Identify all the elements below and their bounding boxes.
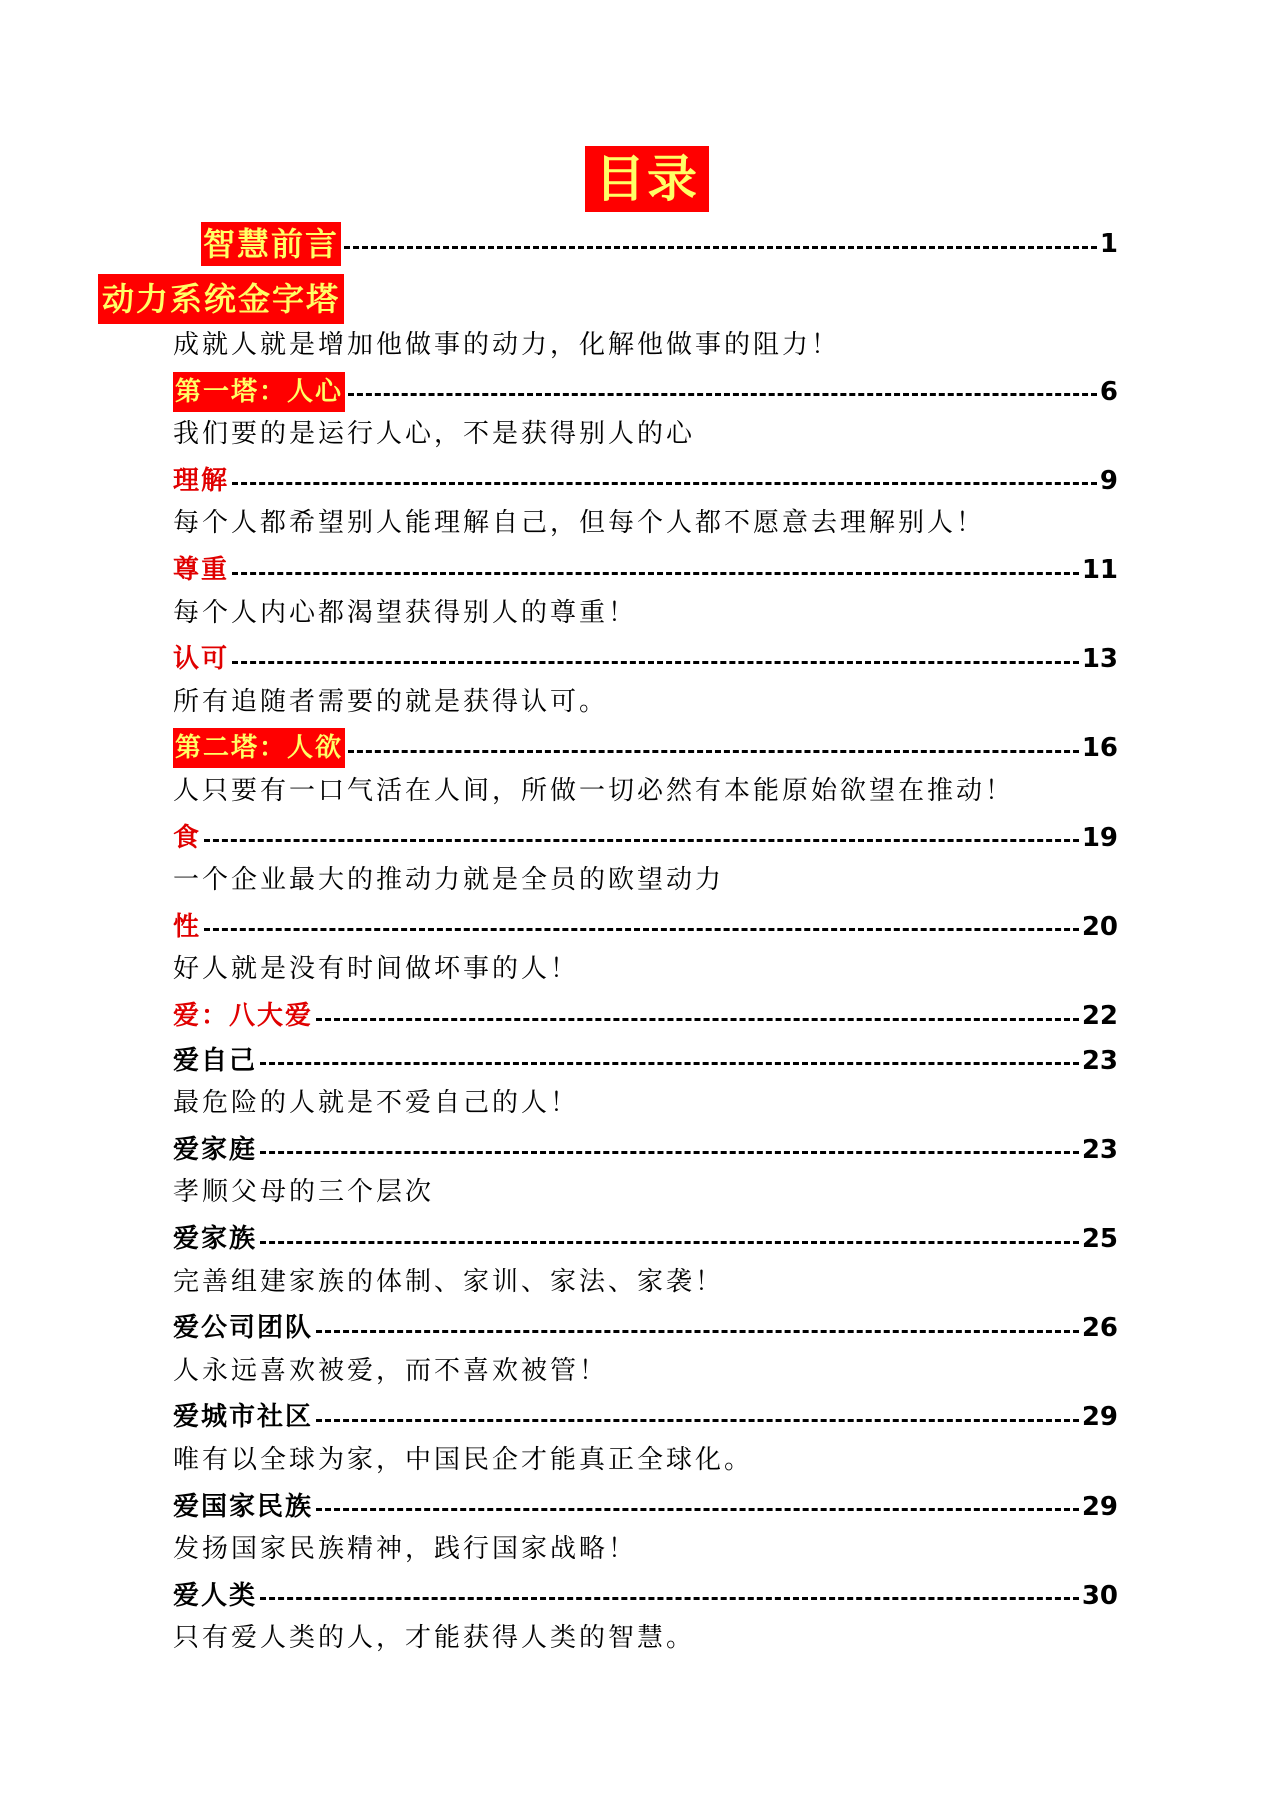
section-header: 动力系统金字塔: [98, 274, 344, 324]
leader-dots: [232, 661, 1079, 664]
toc-description: 孝顺父母的三个层次: [173, 1177, 435, 1208]
leader-dots: [348, 393, 1097, 396]
page-title: 目录: [585, 146, 709, 212]
toc-label: 智慧前言: [201, 222, 341, 266]
toc-label: 理解: [173, 465, 230, 496]
toc-description: 好人就是没有时间做坏事的人！: [173, 954, 580, 985]
toc-page-number: 29: [1081, 1491, 1118, 1522]
toc-entry-preface[interactable]: [201, 220, 1118, 268]
toc-page-number: 9: [1099, 465, 1118, 496]
leader-dots: [316, 1508, 1079, 1511]
toc-label: 爱人类: [173, 1580, 258, 1611]
leader-dots: [316, 1018, 1079, 1021]
toc-description: 每个人内心都渴望获得别人的尊重！: [173, 597, 638, 628]
toc-entry[interactable]: [173, 1576, 1118, 1616]
toc-description: 一个企业最大的推动力就是全员的欧望动力: [173, 865, 725, 896]
toc-entry[interactable]: [173, 1219, 1118, 1259]
toc-page-number: 13: [1081, 644, 1118, 675]
toc-entry[interactable]: [173, 996, 1118, 1036]
toc-entry[interactable]: [173, 728, 1118, 768]
toc-page-number: 11: [1081, 555, 1118, 585]
toc-description: 完善组建家族的体制、家训、家法、家袭！: [173, 1266, 725, 1297]
toc-entry[interactable]: [173, 818, 1118, 858]
toc-page-number: 6: [1099, 376, 1118, 407]
toc-entry[interactable]: [173, 1041, 1118, 1081]
toc-description: 只有爱人类的人，才能获得人类的智慧。: [173, 1623, 696, 1654]
toc-page-number: 20: [1081, 911, 1118, 942]
leader-dots: [260, 1241, 1079, 1244]
toc-page-number: 22: [1081, 1001, 1118, 1031]
leader-dots: [316, 1419, 1079, 1422]
leader-dots: [260, 1151, 1079, 1154]
leader-dots: [232, 572, 1079, 575]
toc-entry[interactable]: [173, 550, 1118, 590]
toc-description: 唯有以全球为家，中国民企才能真正全球化。: [173, 1445, 754, 1475]
leader-dots: [348, 750, 1079, 753]
toc-entry[interactable]: [173, 1487, 1118, 1527]
toc-page-number: 30: [1081, 1580, 1118, 1611]
toc-entry[interactable]: [173, 639, 1118, 679]
toc-page-number: 26: [1081, 1313, 1118, 1344]
toc-page-number: 19: [1081, 822, 1118, 853]
toc-description: 人永远喜欢被爱，而不喜欢被管！: [173, 1355, 609, 1386]
toc-entry[interactable]: [173, 1397, 1118, 1437]
toc-description: 人只要有一口气活在人间，所做一切必然有本能原始欲望在推动！: [173, 776, 1015, 806]
toc-label: 爱家庭: [173, 1134, 258, 1165]
toc-entry[interactable]: [173, 907, 1118, 947]
toc-page-number: 23: [1081, 1134, 1118, 1165]
toc-label: 爱公司团队: [173, 1313, 314, 1344]
toc-label: 爱城市社区: [173, 1402, 314, 1433]
leader-dots: [204, 928, 1079, 931]
toc-description: 成就人就是增加他做事的动力，化解他做事的阻力！: [173, 330, 841, 360]
toc-label: 爱国家民族: [173, 1491, 314, 1522]
leader-dots: [204, 839, 1079, 842]
toc-description: 所有追随者需要的就是获得认可。: [173, 686, 609, 717]
leader-dots: [316, 1330, 1079, 1333]
toc-entry[interactable]: [173, 1130, 1118, 1170]
toc-label: 第二塔：人欲: [173, 728, 345, 768]
leader-dots: [260, 1597, 1079, 1600]
toc-label: 尊重: [173, 555, 230, 585]
toc-page-number: 25: [1081, 1224, 1118, 1254]
toc-label: 食: [173, 822, 202, 853]
toc-entry[interactable]: [173, 461, 1118, 501]
toc-page-number: 29: [1081, 1402, 1118, 1433]
toc-page-number: 23: [1081, 1045, 1118, 1076]
toc-description: 我们要的是运行人心，不是获得别人的心: [173, 419, 696, 450]
toc-entry[interactable]: [173, 1308, 1118, 1348]
toc-label: 认可: [173, 644, 230, 675]
toc-label: 性: [173, 911, 202, 942]
toc-description: 每个人都希望别人能理解自己，但每个人都不愿意去理解别人！: [173, 508, 986, 539]
toc-label: 爱：八大爱: [173, 1001, 314, 1031]
toc-description: 最危险的人就是不爱自己的人！: [173, 1088, 580, 1119]
toc-page-number: 1: [1099, 229, 1118, 259]
toc-label: 爱家族: [173, 1224, 258, 1254]
leader-dots: [344, 246, 1097, 249]
toc-page-number: 16: [1081, 733, 1118, 764]
toc-label: 爱自己: [173, 1045, 258, 1076]
toc-description: 发扬国家民族精神，践行国家战略！: [173, 1534, 638, 1565]
leader-dots: [232, 482, 1097, 485]
leader-dots: [260, 1062, 1079, 1065]
toc-label: 第一塔：人心: [173, 372, 345, 412]
toc-entry[interactable]: [173, 372, 1118, 412]
